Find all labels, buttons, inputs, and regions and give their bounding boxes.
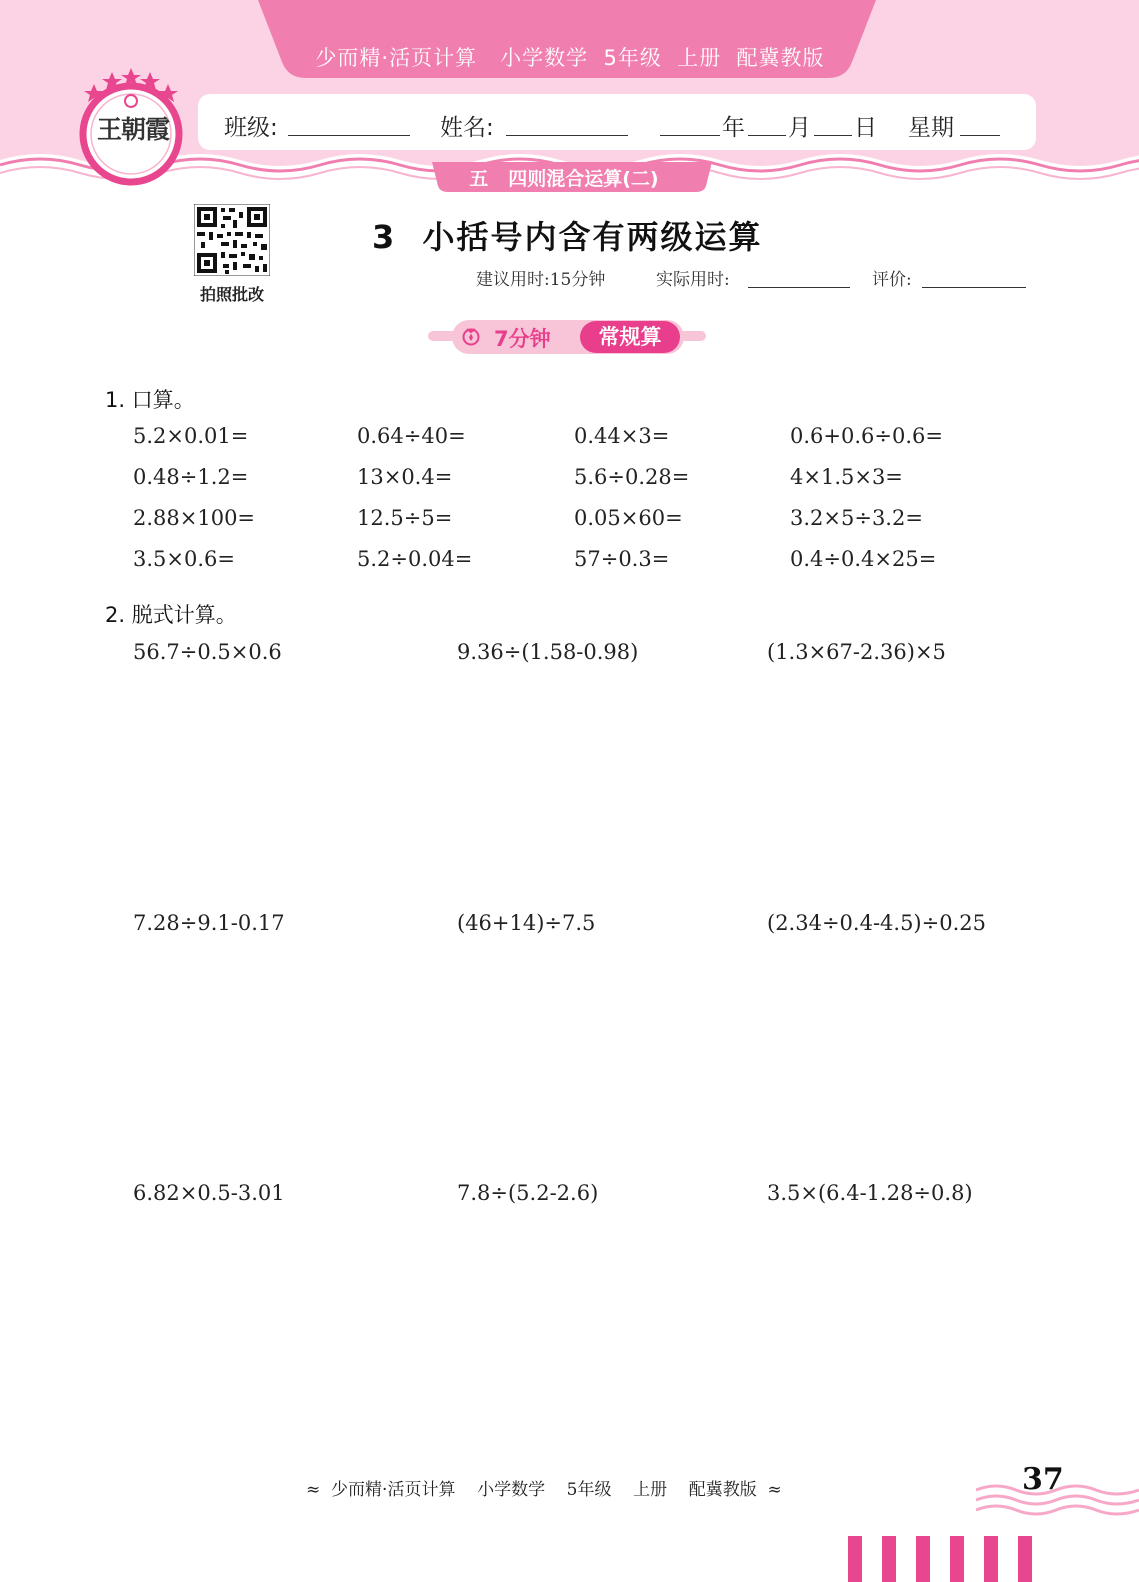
section-time: 7分钟 <box>494 327 551 351</box>
oral-item: 5.2÷0.04= <box>357 547 473 571</box>
name-field[interactable] <box>506 135 628 136</box>
oral-item: 0.05×60= <box>574 506 683 530</box>
oral-item: 57÷0.3= <box>574 547 670 571</box>
lesson-title: 3 小括号内含有两级运算 <box>372 218 763 256</box>
oral-item: 0.64÷40= <box>357 424 466 448</box>
year-field[interactable] <box>660 135 720 136</box>
calc-problem: (2.34÷0.4-4.5)÷0.25 <box>767 911 986 935</box>
oral-item: 13×0.4= <box>357 465 453 489</box>
day-label: 日 <box>854 115 877 141</box>
class-label: 班级: <box>224 115 278 141</box>
oral-item: 2.88×100= <box>133 506 256 530</box>
footer-stripe <box>848 1536 862 1582</box>
weekday-label: 星期 <box>908 115 954 141</box>
oral-item: 0.6+0.6÷0.6= <box>790 424 943 448</box>
qr-caption: 拍照批改 <box>199 285 264 304</box>
section-tag: 常规算 <box>580 321 680 353</box>
calc-problem: (46+14)÷7.5 <box>457 911 596 935</box>
evaluation-field[interactable] <box>922 287 1026 288</box>
oral-item: 5.6÷0.28= <box>574 465 690 489</box>
footer-text: ≈ 少而精·活页计算 小学数学 5年级 上册 配冀教版 ≈ <box>306 1480 782 1500</box>
oral-item: 0.48÷1.2= <box>133 465 249 489</box>
name-label: 姓名: <box>440 115 494 141</box>
calc-problem: 56.7÷0.5×0.6 <box>133 640 282 664</box>
calc-problem: (1.3×67-2.36)×5 <box>767 640 946 664</box>
logo-text: 王朝霞 <box>96 115 169 144</box>
oral-item: 3.5×0.6= <box>133 547 235 571</box>
actual-time-field[interactable] <box>748 287 850 288</box>
series-title: 少而精·活页计算 小学数学 5年级 上册 配冀教版 <box>315 46 825 70</box>
footer-stripe <box>916 1536 930 1582</box>
oral-item: 0.4÷0.4×25= <box>790 547 937 571</box>
calc-problem: 7.8÷(5.2-2.6) <box>457 1181 599 1205</box>
oral-item: 5.2×0.01= <box>133 424 249 448</box>
page-number: 37 <box>1022 1462 1064 1497</box>
month-label: 月 <box>788 115 811 141</box>
footer-stripe <box>950 1536 964 1582</box>
suggested-time: 建议用时:15分钟 <box>476 270 606 290</box>
footer-stripe <box>984 1536 998 1582</box>
actual-time-label: 实际用时: <box>656 270 730 290</box>
calc-problem: 6.82×0.5-3.01 <box>133 1181 285 1205</box>
class-field[interactable] <box>288 135 410 136</box>
oral-item: 4×1.5×3= <box>790 465 903 489</box>
oral-item: 3.2×5÷3.2= <box>790 506 923 530</box>
day-field[interactable] <box>814 135 852 136</box>
calc-problem: 9.36÷(1.58-0.98) <box>457 640 639 664</box>
q1-heading: 1. 口算。 <box>105 388 195 412</box>
qr-code-icon[interactable] <box>194 204 270 276</box>
weekday-field[interactable] <box>960 135 1000 136</box>
calc-problem: 3.5×(6.4-1.28÷0.8) <box>767 1181 973 1205</box>
year-label: 年 <box>722 115 745 141</box>
oral-item: 12.5÷5= <box>357 506 453 530</box>
calc-problem: 7.28÷9.1-0.17 <box>133 911 285 935</box>
oral-item: 0.44×3= <box>574 424 670 448</box>
month-field[interactable] <box>748 135 786 136</box>
medal-icon <box>461 326 481 346</box>
evaluation-label: 评价: <box>872 270 912 290</box>
q2-heading: 2. 脱式计算。 <box>105 603 237 627</box>
footer-stripe <box>882 1536 896 1582</box>
footer-stripe <box>1018 1536 1032 1582</box>
unit-tag: 五 四则混合运算(二) <box>469 168 659 190</box>
